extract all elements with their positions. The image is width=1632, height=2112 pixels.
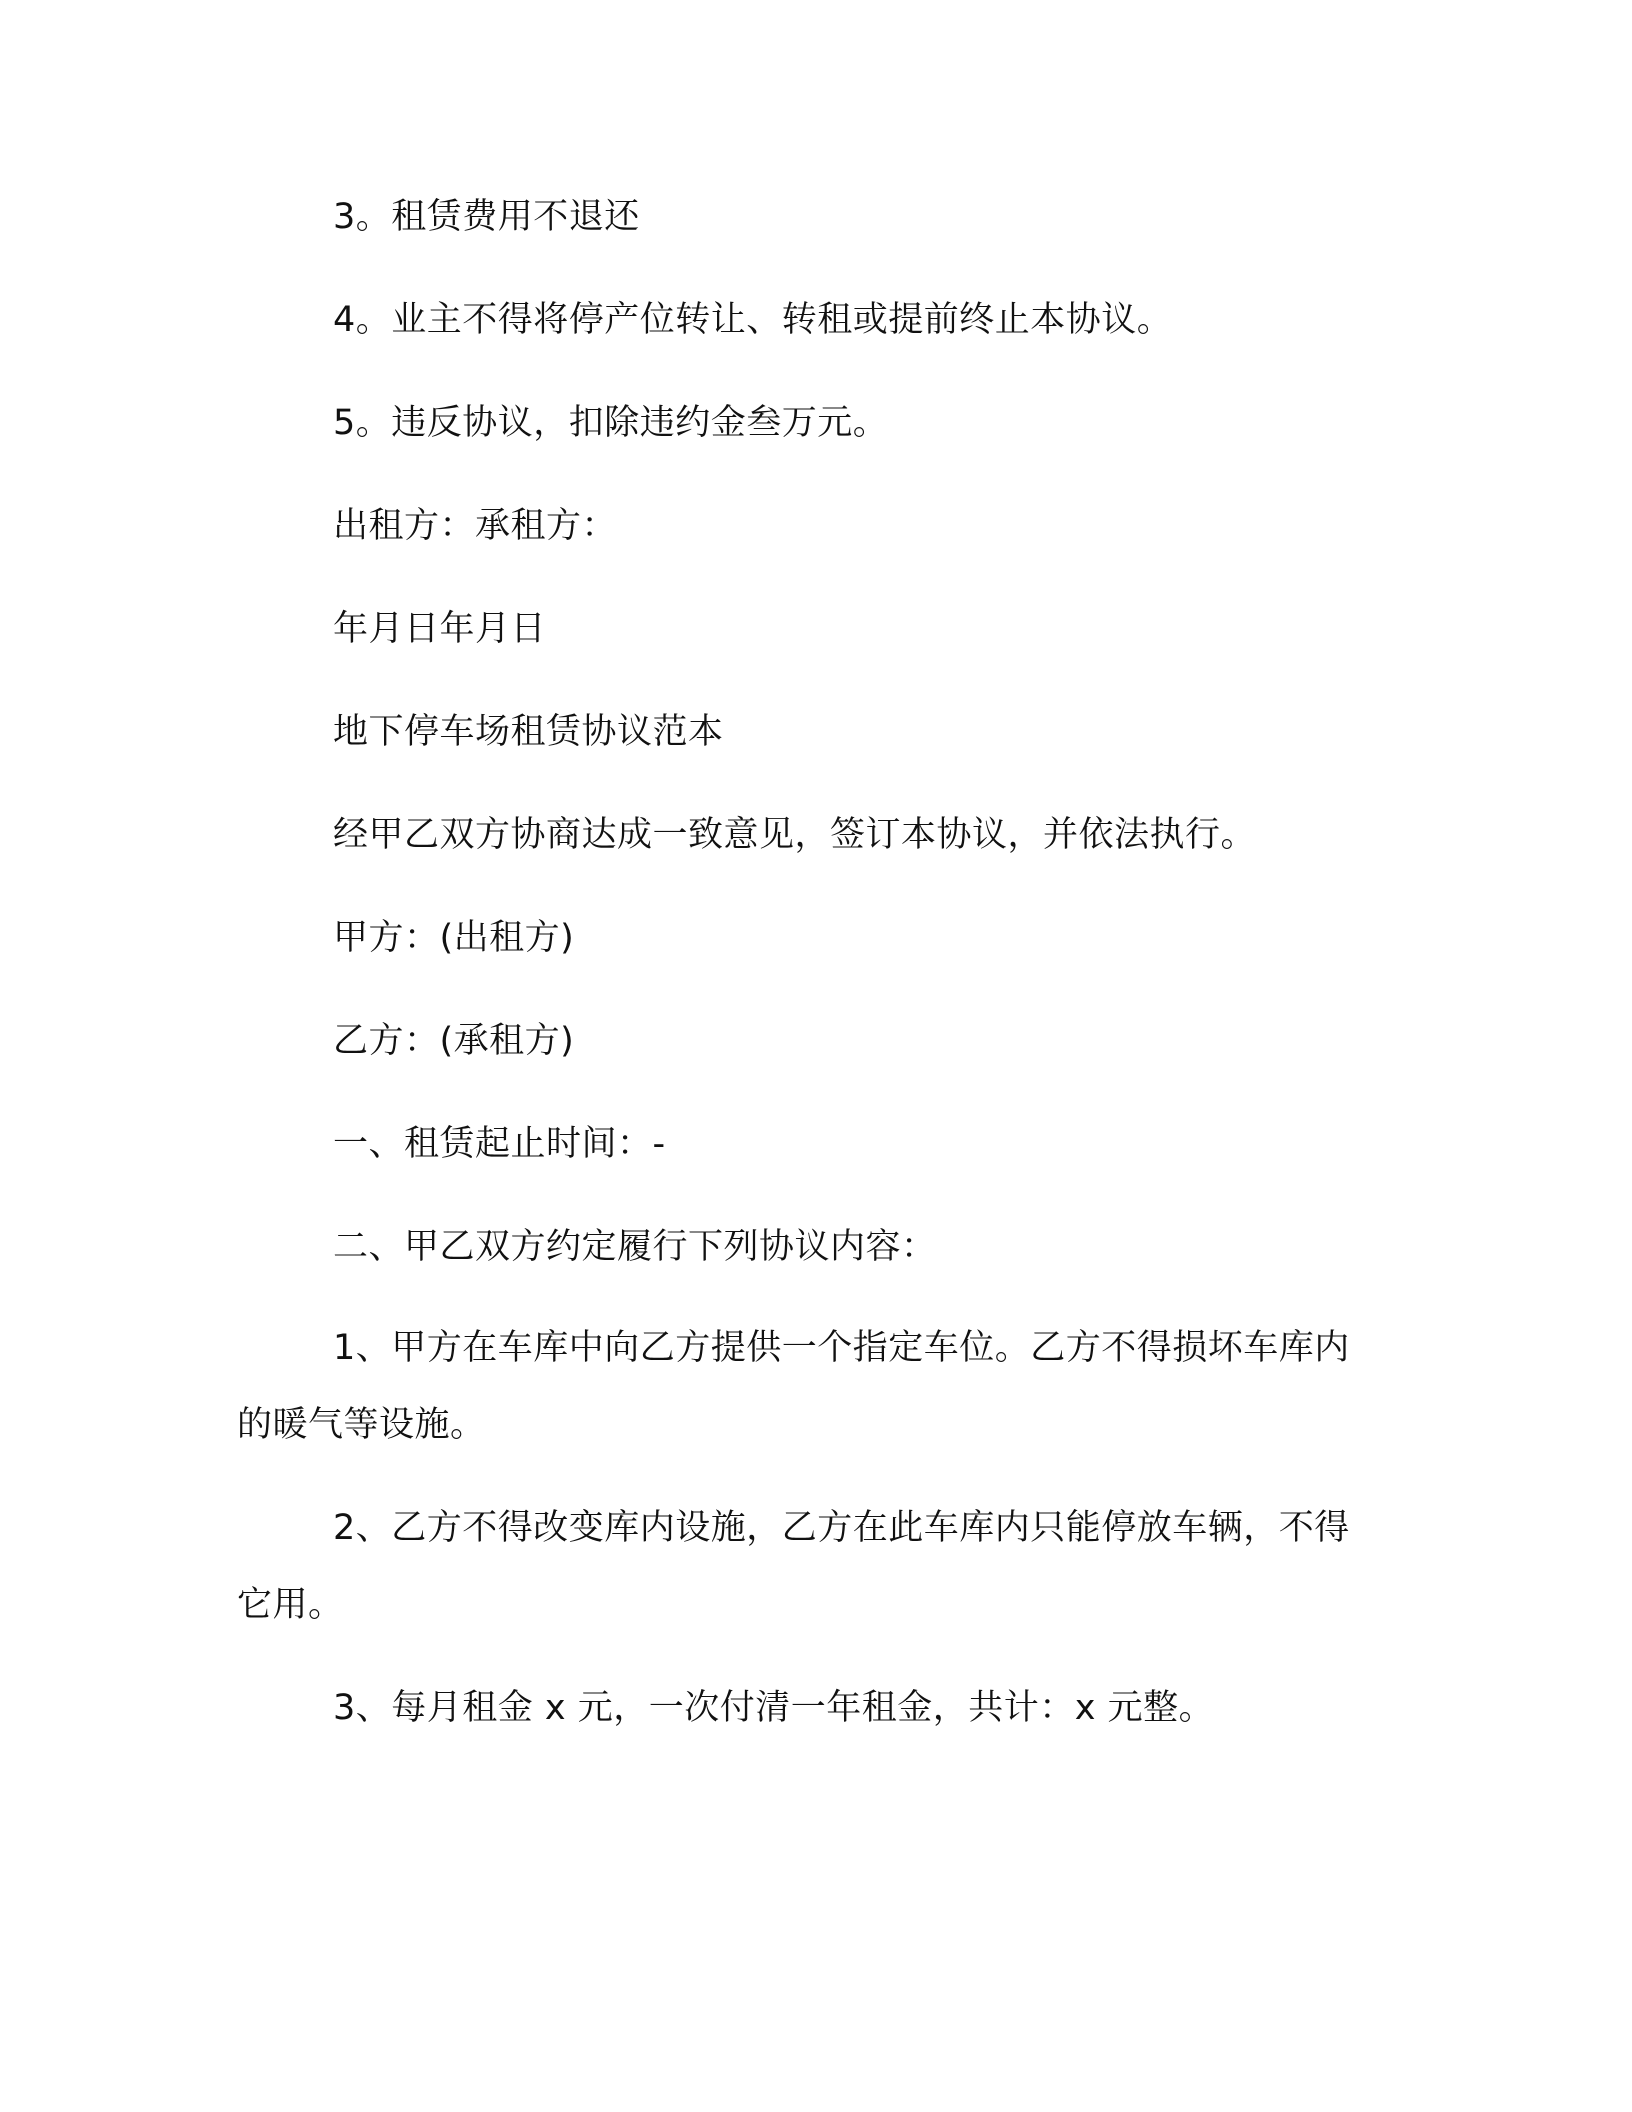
document-title: 地下停车场租赁协议范本 [333,712,724,752]
signature-parties: 出租方：承租方： [333,506,618,546]
agreement-preamble: 经甲乙双方协商达成一致意见，签订本协议，并依法执行。 [333,815,1257,855]
signature-dates: 年月日年月日 [333,609,547,649]
clause-3-no-refund: 3。租赁费用不退还 [333,197,640,237]
party-b: 乙方：(承租方) [333,1021,575,1061]
section-2-heading: 二、甲乙双方约定履行下列协议内容： [333,1227,937,1267]
item-2-usage: 2、乙方不得改变库内设施，乙方在此车库内只能停放车辆，不得它用。 [237,1508,1350,1625]
section-1-lease-term: 一、租赁起止时间：- [333,1124,666,1164]
item-3-rent: 3、每月租金 x 元，一次付清一年租金，共计：x 元整。 [333,1688,1215,1728]
clause-5-penalty: 5。违反协议，扣除违约金叁万元。 [333,403,889,443]
party-a: 甲方：(出租方) [333,918,575,958]
clause-4-no-transfer: 4。业主不得将停产位转让、转租或提前终止本协议。 [333,300,1173,340]
item-1-parking-space: 1、甲方在车库中向乙方提供一个指定车位。乙方不得损坏车库内的暖气等设施。 [237,1328,1350,1445]
